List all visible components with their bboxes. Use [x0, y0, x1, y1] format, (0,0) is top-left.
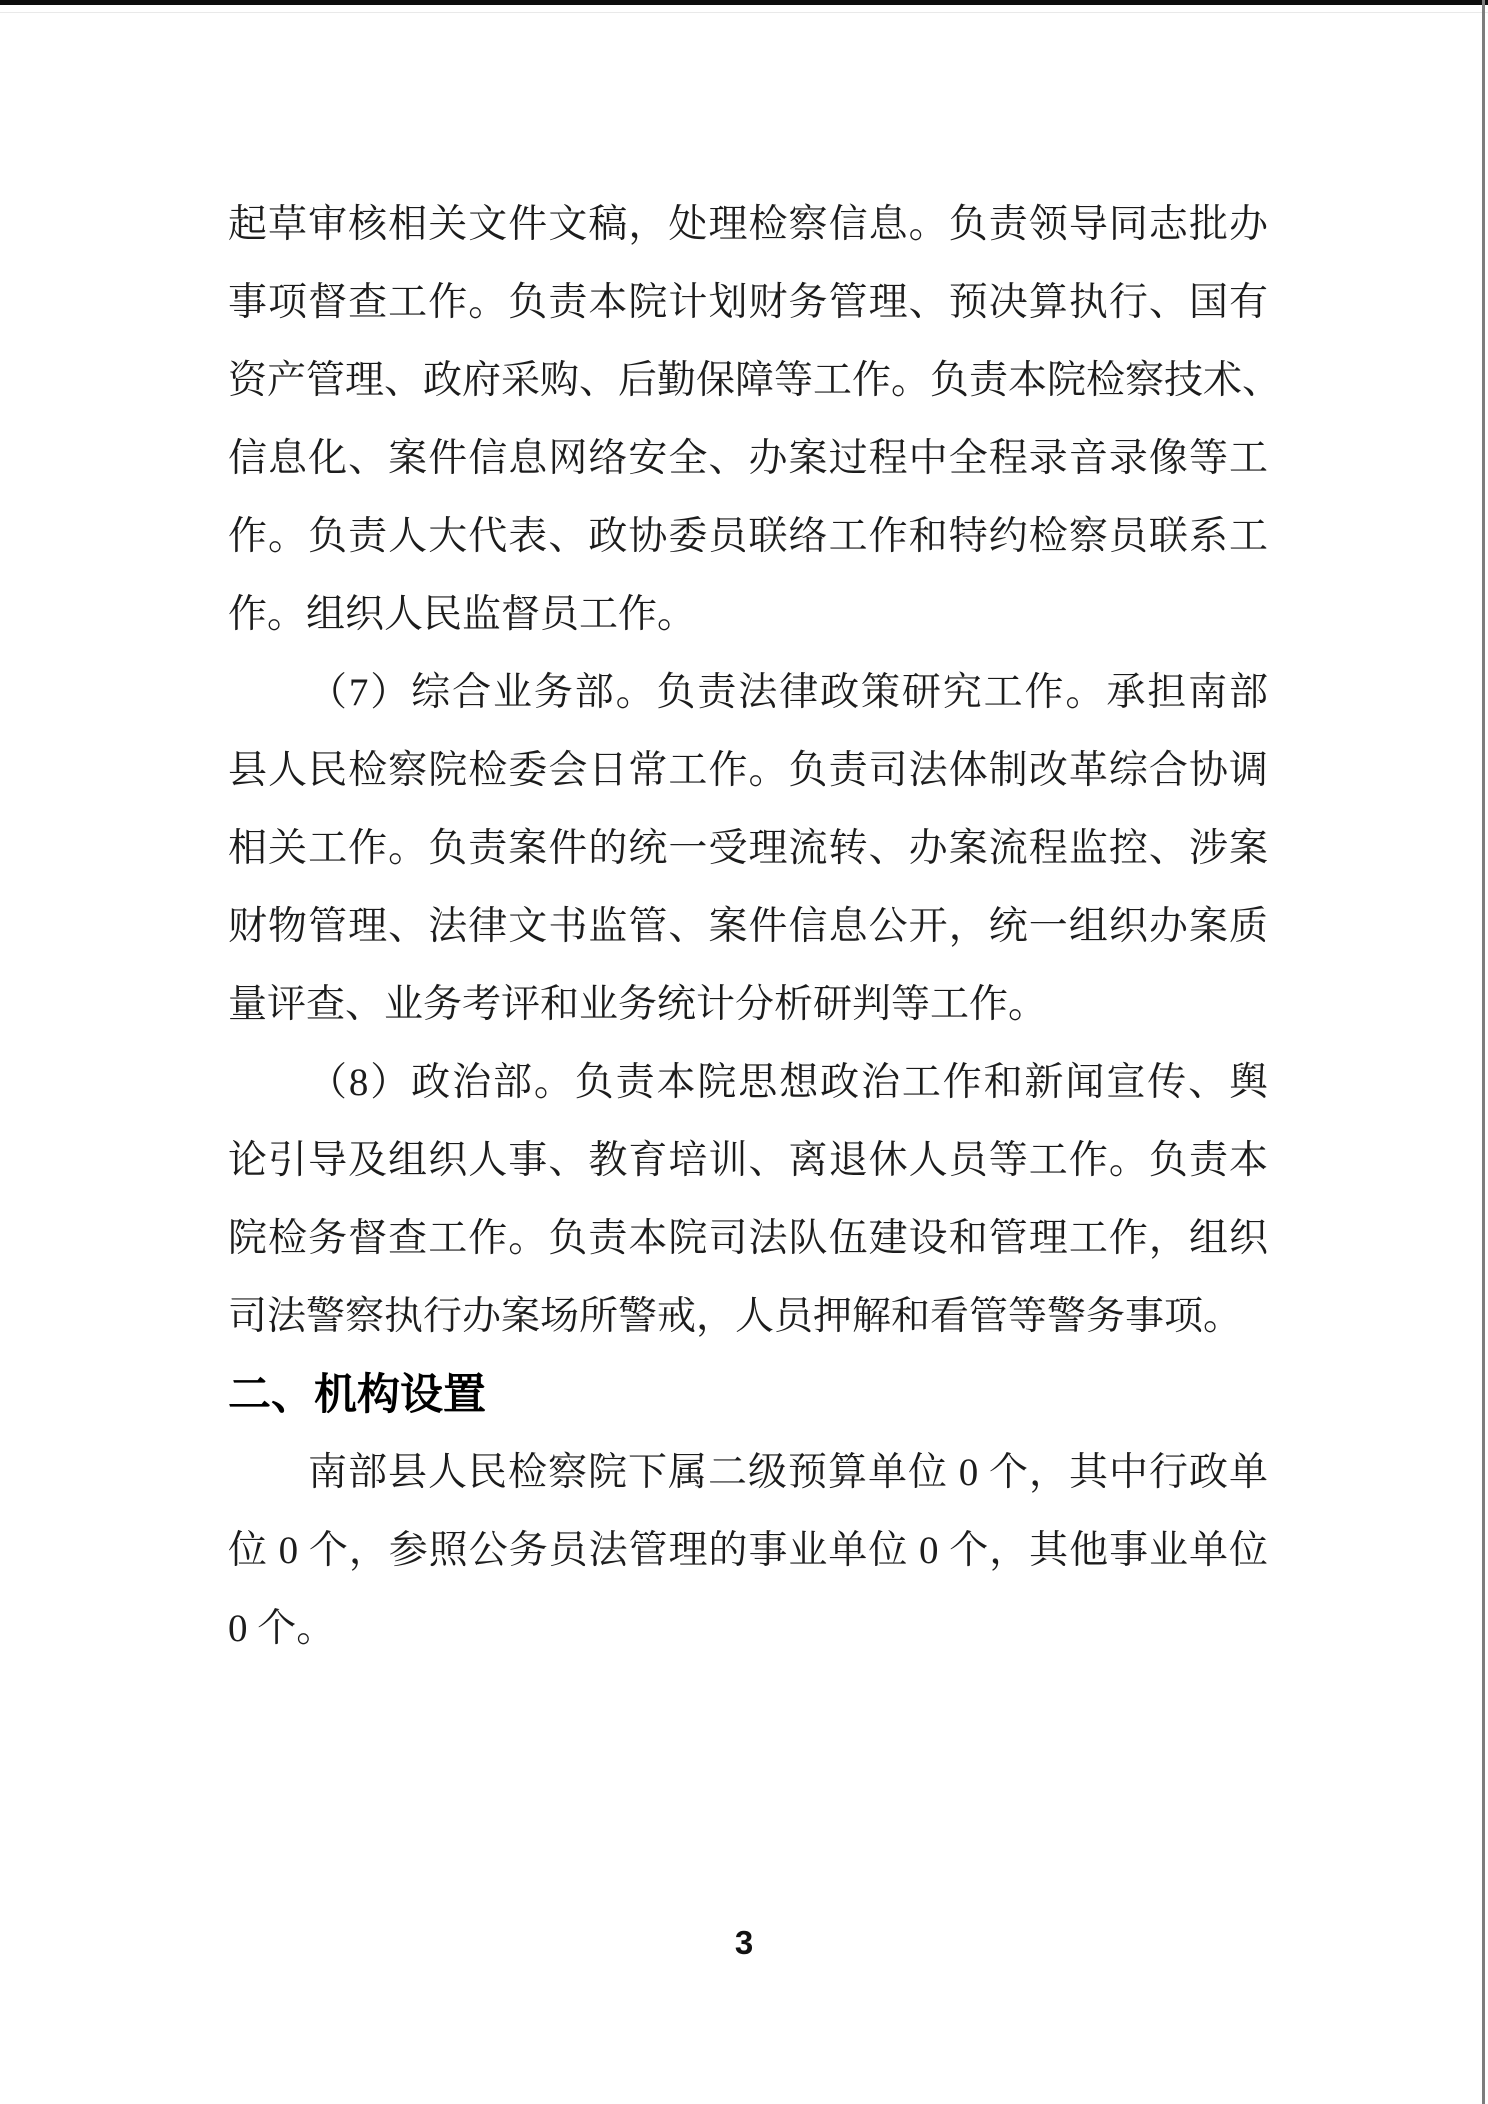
text-line: 起草审核相关文件文稿，处理检察信息。负责领导同志批办	[228, 203, 1268, 246]
text-line: 量评查、业务考评和业务统计分析研判等工作。	[228, 983, 1048, 1026]
section-heading-org-structure: 二、机构设置	[228, 1371, 486, 1419]
text-line: 司法警察执行办案场所警戒，人员押解和看管等警务事项。	[228, 1295, 1243, 1338]
document-body	[228, 186, 1282, 1668]
text-line: 作。组织人民监督员工作。	[228, 593, 697, 636]
text-line: 相关工作。负责案件的统一受理流转、办案流程监控、涉案	[228, 827, 1268, 870]
text-line: 位 0 个，参照公务员法管理的事业单位 0 个，其他事业单位	[228, 1529, 1268, 1572]
scan-top-border	[0, 0, 1488, 5]
text-line: 0 个。	[228, 1607, 336, 1650]
text-line: 论引导及组织人事、教育培训、离退休人员等工作。负责本	[228, 1139, 1268, 1182]
text-line: 资产管理、政府采购、后勤保障等工作。负责本院检察技术、	[228, 359, 1282, 402]
text-line: 财物管理、法律文书监管、案件信息公开，统一组织办案质	[228, 905, 1268, 948]
text-line: 南部县人民检察院下属二级预算单位 0 个，其中行政单	[308, 1451, 1268, 1494]
scan-right-border	[1482, 0, 1485, 2104]
text-line: 作。负责人大代表、政协委员联络工作和特约检察员联系工	[228, 515, 1268, 558]
text-line: 事项督查工作。负责本院计划财务管理、预决算执行、国有	[228, 281, 1268, 324]
page-number: 3	[734, 1924, 754, 1961]
text-line: 县人民检察院检委会日常工作。负责司法体制改革综合协调	[228, 749, 1268, 792]
text-line: （7）综合业务部。负责法律政策研究工作。承担南部	[308, 671, 1268, 714]
text-line: 院检务督查工作。负责本院司法队伍建设和管理工作，组织	[228, 1217, 1268, 1260]
text-line: （8）政治部。负责本院思想政治工作和新闻宣传、舆	[308, 1061, 1268, 1104]
text-line: 信息化、案件信息网络安全、办案过程中全程录音录像等工	[228, 437, 1268, 480]
page-footer	[0, 1924, 1488, 1962]
scan-top-faint-line	[0, 12, 1488, 13]
